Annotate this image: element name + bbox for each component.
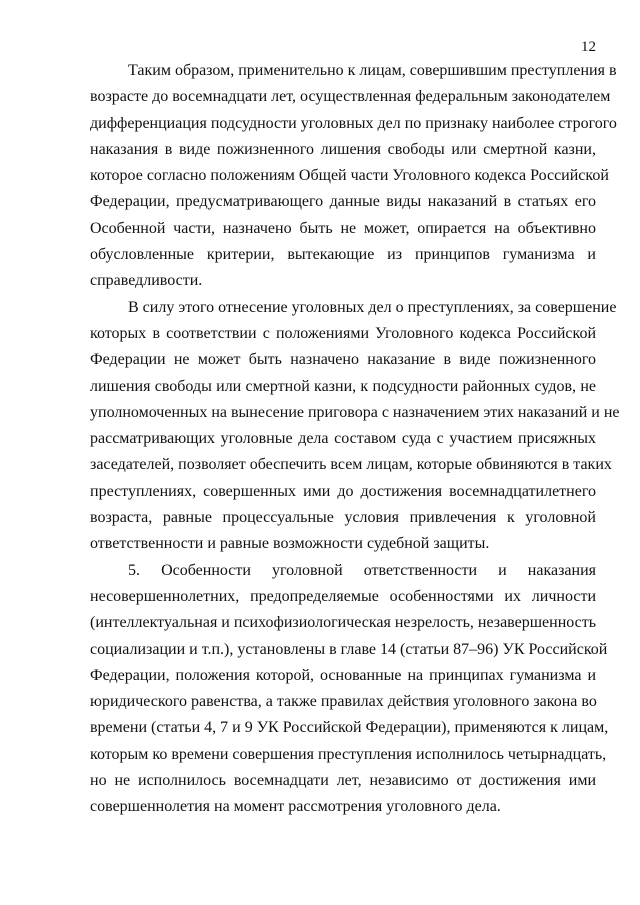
text-line: возрасте до восемнадцати лет, осуществленная федеральным законодателем [90,88,611,106]
paragraph-3 [90,558,609,821]
paragraph-1 [90,58,617,295]
text-line: обусловленные критерии, вытекающие из принципов гуманизма и [90,246,596,264]
text-line: социализации и т.п.), установлены в главе 14 (статьи 87–96) УК Российской [90,640,608,658]
text-line: Федерации, предусматривающего данные виды наказаний в статьях его [90,193,596,211]
text-line: которых в соответствии с положениями Уголовного кодекса Российской [90,324,596,342]
text-line: В силу этого отнесение уголовных дел о преступлениях, за совершение [128,298,617,316]
text-line: лишения свободы или смертной казни, к подсудности районных судов, не [90,377,596,395]
text-line: 5. Особенности уголовной ответственности и наказания [128,561,596,579]
text-line: которым ко времени совершения преступления исполнилось четырнадцать, [90,745,607,763]
text-line: рассматривающих уголовные дела составом суда с участием присяжных [90,430,596,448]
text-line: Таким образом, применительно к лицам, совершившим преступления в [128,62,617,79]
paragraph-2 [90,295,620,558]
text-line: ответственности и равные возможности судебной защиты. [90,535,490,553]
text-line: Федерации, положения которой, основанные на принципах гуманизма и [90,666,596,684]
page-number: 12 [581,39,596,55]
document-body [90,58,620,821]
text-line: времени (статьи 4, 7 и 9 УК Российской Федерации), применяются к лицам, [90,719,609,737]
text-line: заседателей, позволяет обеспечить всем лицам, которые обвиняются в таких [90,456,612,474]
text-line: Федерации не может быть назначено наказание в виде пожизненного [90,351,596,369]
text-line: (интеллектуальная и психофизиологическая незрелость, незавершенность [90,614,597,632]
text-line: которое согласно положениям Общей части Уголовного кодекса Российской [90,167,609,185]
text-line: справедливости. [90,272,203,290]
text-line: дифференциация подсудности уголовных дел по признаку наиболее строгого [90,114,617,132]
text-line: несовершеннолетних, предопределяемые особенностями их личности [90,587,596,605]
text-line: совершеннолетия на момент рассмотрения уголовного дела. [90,798,501,816]
text-line: возраста, равные процессуальные условия привлечения к уголовной [90,509,596,527]
text-line: юридического равенства, а также правилах действия уголовного закона во [90,693,597,711]
text-line: преступлениях, совершенных ими до достижения восемнадцатилетнего [90,482,596,500]
text-line: Особенной части, назначено быть не может, опирается на объективно [90,219,596,237]
text-line: но не исполнилось восемнадцати лет, независимо от достижения ими [90,772,596,790]
text-line: наказания в виде пожизненного лишения свободы или смертной казни, [90,140,596,158]
text-line: уполномоченных на вынесение приговора с назначением этих наказаний и не [90,403,620,421]
